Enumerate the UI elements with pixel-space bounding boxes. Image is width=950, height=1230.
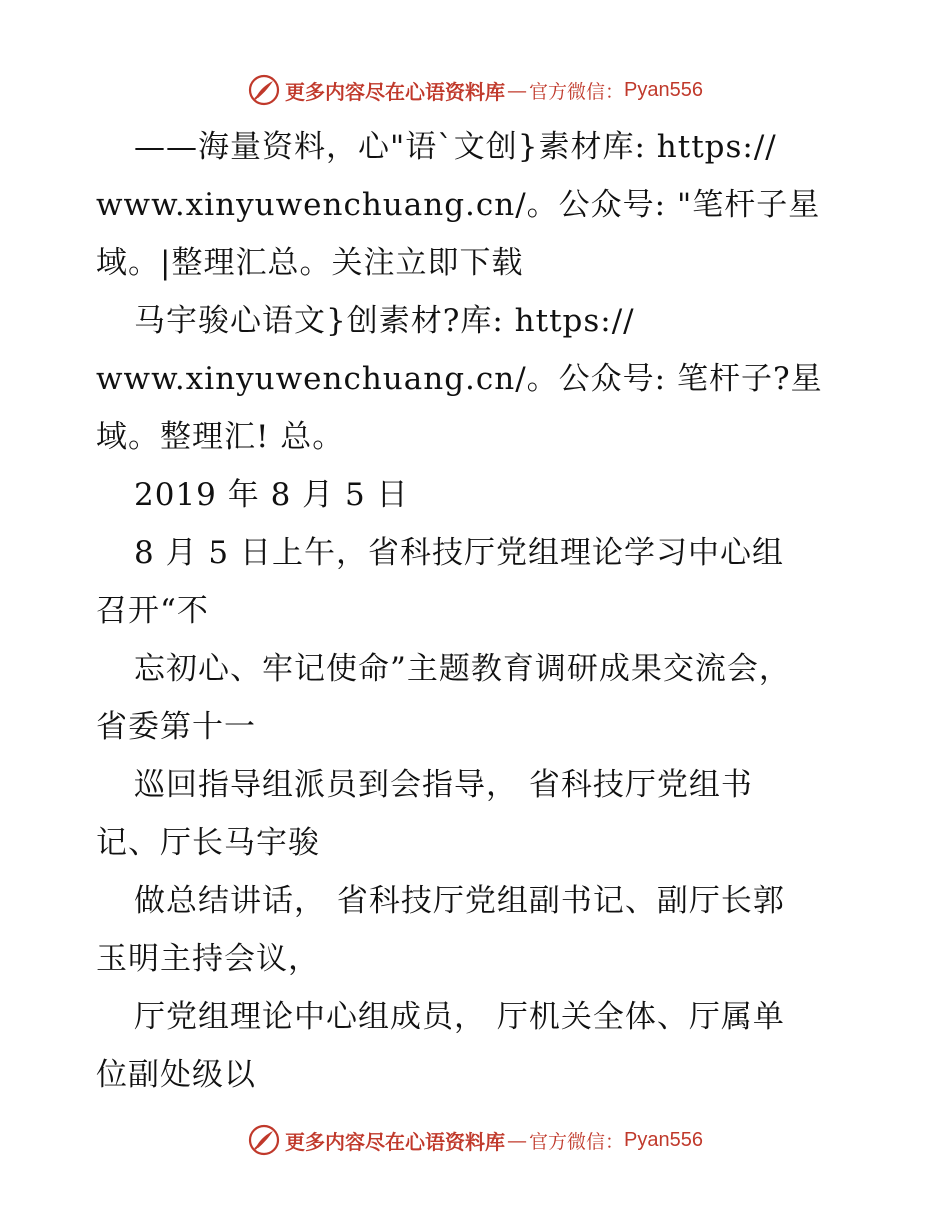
body-line: 位副处级以 [96, 1057, 256, 1093]
banner-brand-text: 更多内容尽在心语资料库 [285, 1129, 505, 1154]
body-line: www.xinyuwenchuang.cn/。公众号: 笔杆子?星 [96, 361, 823, 397]
body-line: 省委第十一 [96, 709, 256, 745]
body-line: 做总结讲话， 省科技厅党组副书记、副厅长郭 [134, 883, 785, 919]
body-line: 巡回指导组派员到会指导， 省科技厅党组书 [134, 767, 753, 803]
banner-separator: — [507, 1128, 527, 1152]
body-line: 域。整理汇! 总。 [96, 419, 345, 455]
footer-banner [0, 1120, 950, 1160]
banner-wechat-label: 官方微信： [529, 80, 625, 103]
body-line: 域。|整理汇总。关注立即下载 [96, 245, 524, 281]
body-line: 忘初心、牢记使命”主题教育调研成果交流会， [134, 651, 791, 687]
banner-wechat-handle: Pyan556 [624, 78, 703, 101]
document-body [96, 118, 841, 1104]
date-line: 2019 年 8 月 5 日 [134, 477, 409, 513]
body-line: 玉明主持会议， [96, 941, 320, 977]
quill-seal-icon [247, 1123, 281, 1157]
banner-separator: — [507, 78, 527, 102]
banner-wechat-handle: Pyan556 [624, 1128, 703, 1151]
quill-seal-icon [247, 73, 281, 107]
body-line: ——海量资料，心"语`文创}素材库: https:// [134, 129, 777, 165]
header-banner [0, 70, 950, 110]
body-line: 马宇骏心语文}创素材?库: https:// [134, 303, 635, 339]
body-line: 8 月 5 日上午，省科技厅党组理论学习中心组 [134, 535, 785, 571]
banner-brand-text: 更多内容尽在心语资料库 [285, 79, 505, 104]
body-line: www.xinyuwenchuang.cn/。公众号: "笔杆子星 [96, 187, 821, 223]
body-line: 召开“不 [96, 593, 209, 629]
body-line: 记、厅长马宇骏 [96, 825, 320, 861]
body-line: 厅党组理论中心组成员， 厅机关全体、厅属单 [134, 999, 785, 1035]
banner-wechat-label: 官方微信： [529, 1130, 625, 1153]
